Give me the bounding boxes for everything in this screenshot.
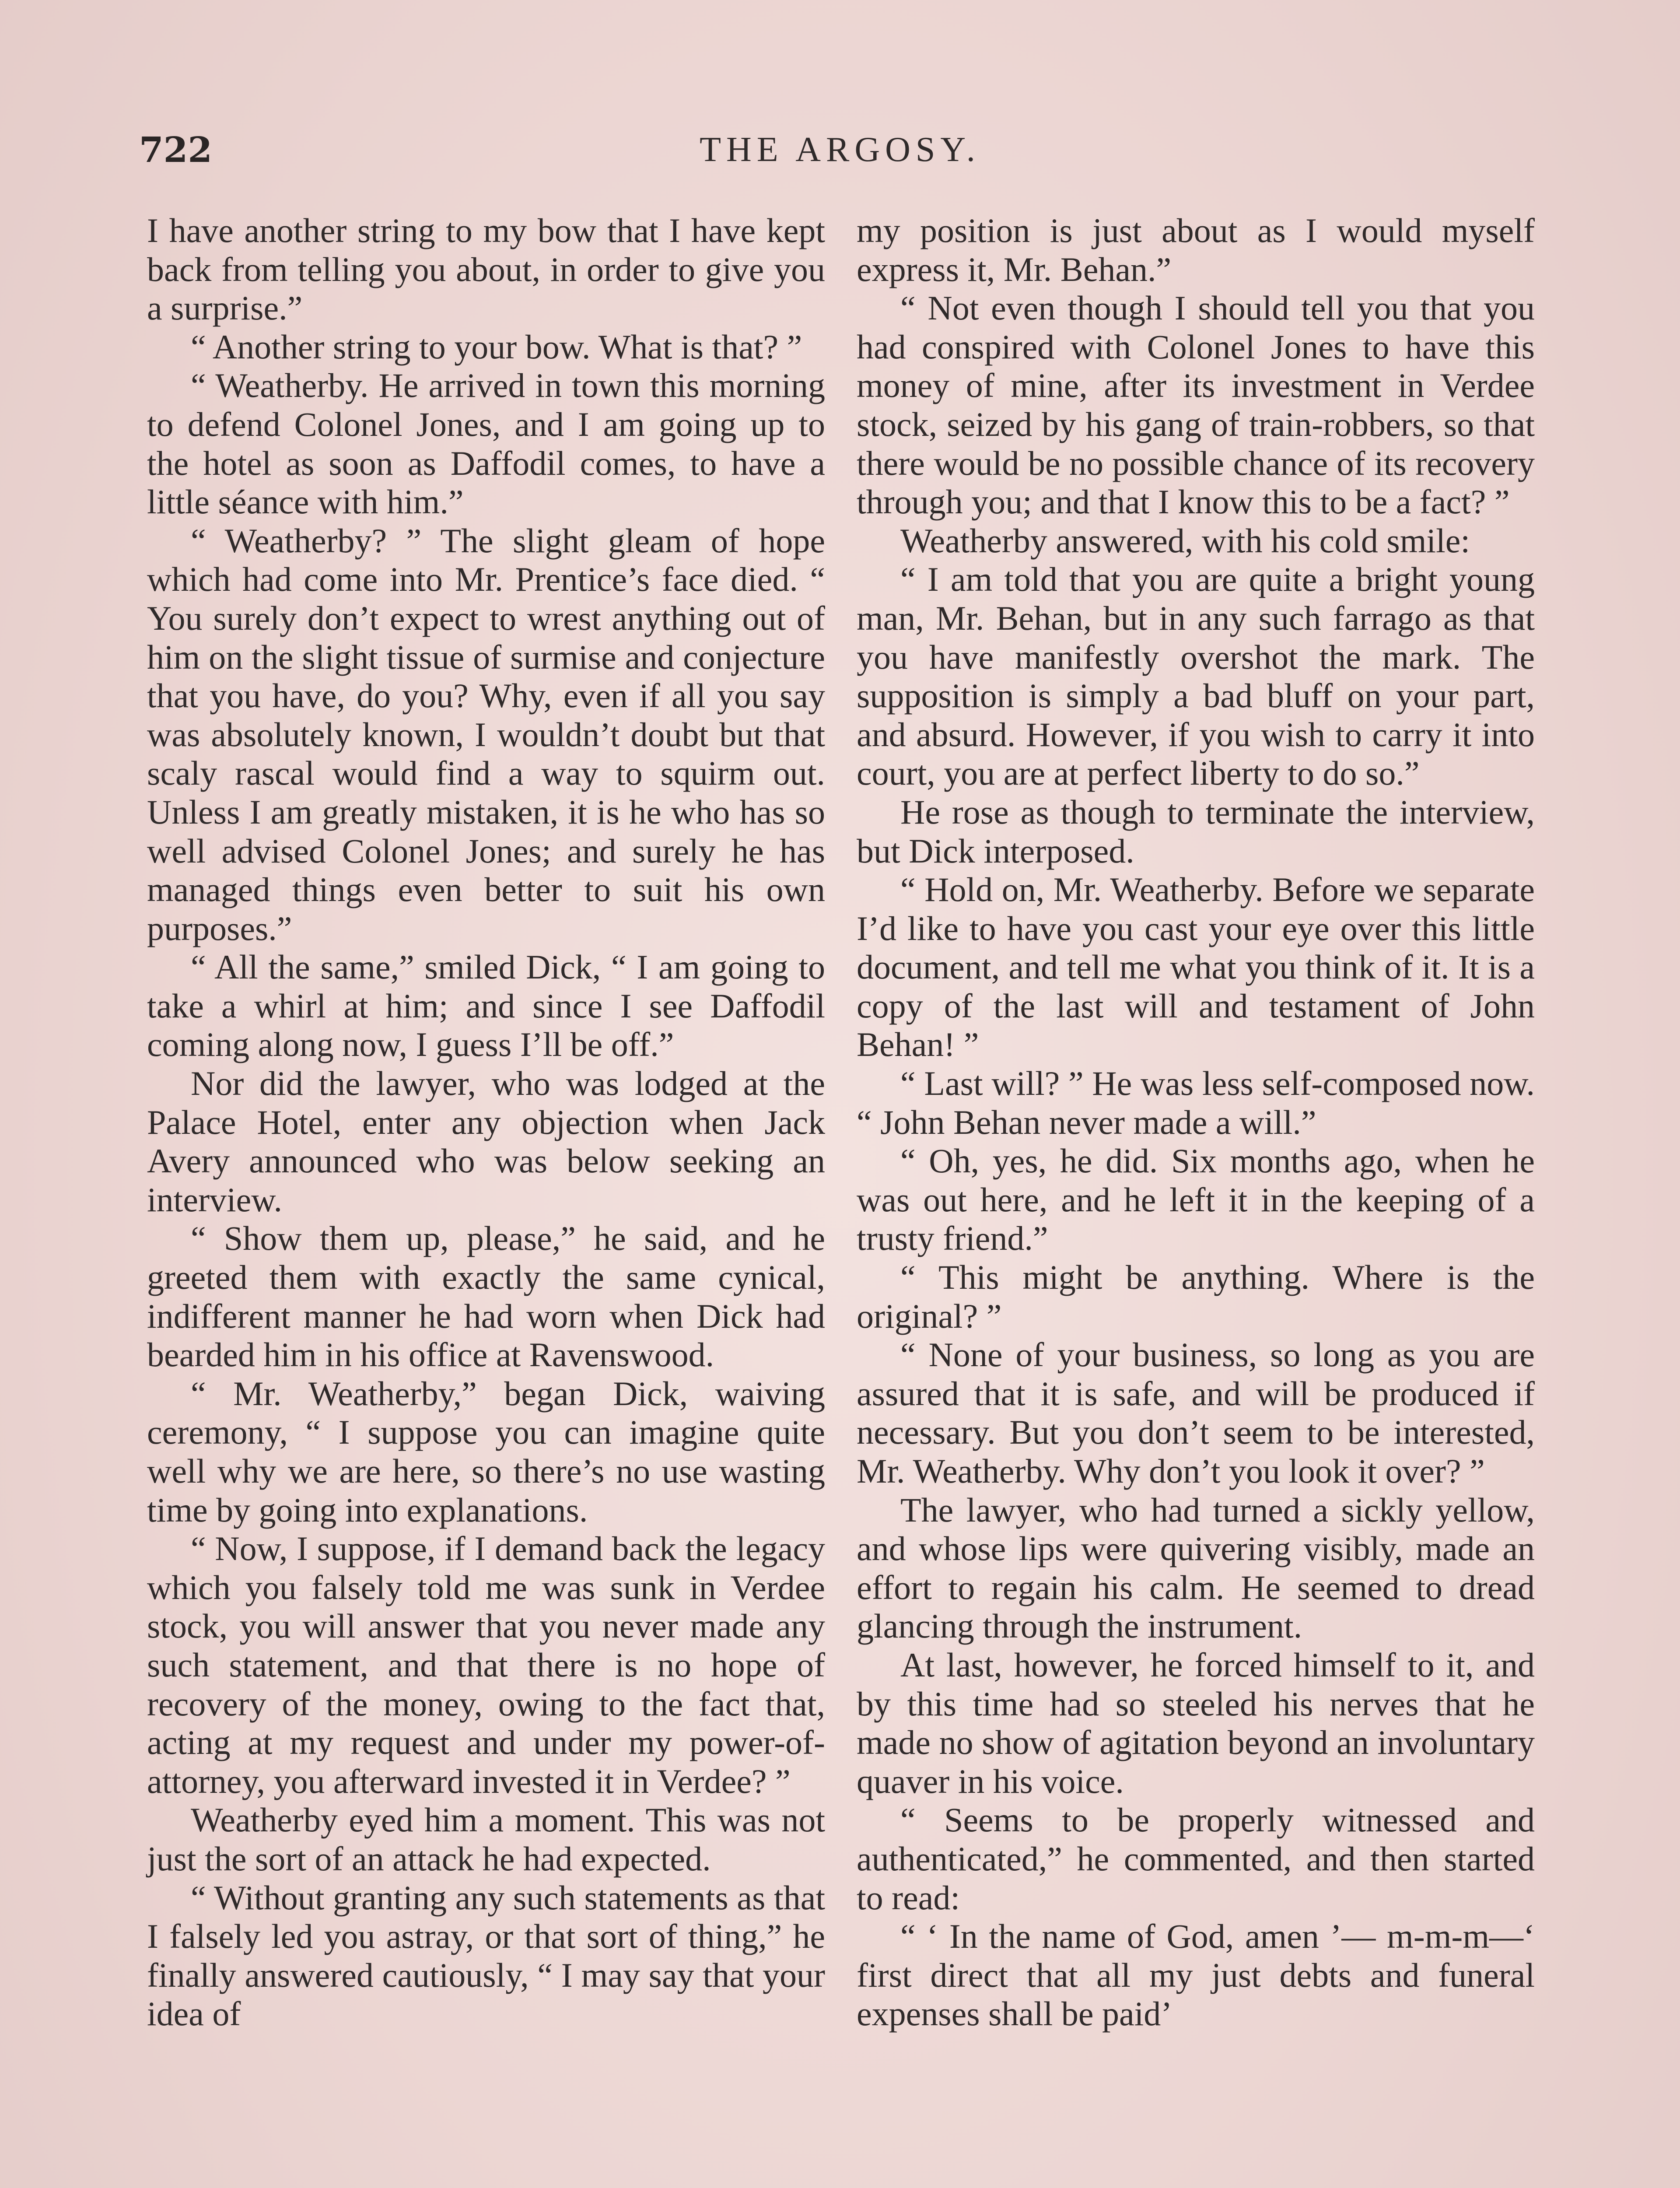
paragraph: “ Show them up, please,” he said, and he greeted them with exactly the same cynical, indifferent manner he had worn when Dick had bearded him in his office at Ravenswood. [147, 1219, 825, 1374]
paragraph: He rose as though to terminate the interview, but Dick interposed. [857, 792, 1535, 870]
paragraph: “ Oh, yes, he did. Six months ago, when he was out here, and he left it in the keeping of a trusty friend.” [857, 1142, 1535, 1258]
page-number: 722 [139, 129, 212, 170]
paragraph: “ Hold on, Mr. Weatherby. Before we separate I’d like to have you cast your eye over this little document, and tell me what you think of it. It is a copy of the last will and testament of John Behan! ” [857, 870, 1535, 1064]
running-head: THE ARGOSY. [700, 130, 980, 169]
paragraph: “ Last will? ” He was less self-composed now. “ John Behan never made a will.” [857, 1064, 1535, 1141]
paragraph: Weatherby answered, with his cold smile: [900, 521, 1470, 560]
left-column [147, 211, 825, 2034]
paragraph: At last, however, he forced himself to it, and by this time had so steeled his nerves that he made no show of agitation beyond an involuntary quaver in his voice. [857, 1645, 1535, 1800]
page-header [139, 128, 1541, 176]
paragraph: “ All the same,” smiled Dick, “ I am going to take a whirl at him; and since I see Daffodil coming along now, I guess I’ll be off.” [147, 948, 825, 1064]
paragraph: I have another string to my bow that I have kept back from telling you about, in order to give you a surprise.” [147, 211, 825, 327]
paragraph: “ Seems to be properly witnessed and authenticated,” he commented, and then started to read: [857, 1801, 1535, 1917]
paragraph: “ Now, I suppose, if I demand back the legacy which you falsely told me was sunk in Verdee stock, you will answer that you never made any such statement, and that there is no hope of recovery of the money, owing to the fact that, acting at my request and under my power-of-attorney, you afterward invested it in Verdee? ” [147, 1529, 825, 1800]
paragraph: “ ‘ In the name of God, amen ’— m-m-m—‘ first direct that all my just debts and funeral expenses shall be paid’ [857, 1917, 1535, 2033]
paragraph: “ Weatherby? ” The slight gleam of hope which had come into Mr. Prentice’s face died. “ You surely don’t expect to wrest anything out of him on the slight tissue of surmise and conjecture that you have, do you? Why, even if all you say was absolutely known, I wouldn’t doubt but that scaly rascal would find a way to squirm out. Unless I am greatly mistaken, it is he who has so well advised Colonel Jones; and surely he has managed things even better to suit his own purposes.” [147, 521, 825, 947]
paragraph: “ Weatherby. He arrived in town this morning to defend Colonel Jones, and I am going up to the hotel as soon as Daffodil comes, to have a little séance with him.” [147, 366, 825, 521]
paragraph: “ Mr. Weatherby,” began Dick, waiving ceremony, “ I suppose you can imagine quite well why we are here, so there’s no use wasting time by going into explanations. [147, 1374, 825, 1529]
paragraph: “ None of your business, so long as you are assured that it is safe, and will be produced if necessary. But you don’t seem to be interested, Mr. Weatherby. Why don’t you look it over? ” [857, 1336, 1535, 1490]
paragraph: “ I am told that you are quite a bright young man, Mr. Behan, but in any such farrago as that you have manifestly overshot the mark. The supposition is simply a bad bluff on your part, and absurd. However, if you wish to carry it into court, you are at perfect liberty to do so.” [857, 560, 1535, 792]
paragraph: Weatherby eyed him a moment. This was not just the sort of an attack he had expected. [147, 1801, 825, 1878]
paragraph: my position is just about as I would myself express it, Mr. Behan.” [857, 211, 1535, 288]
paragraph: Nor did the lawyer, who was lodged at the Palace Hotel, enter any objection when Jack Avery announced who was below seeking an interview. [147, 1064, 825, 1219]
paragraph: “ Without granting any such statements as that I falsely led you astray, or that sort of thing,” he finally answered cautiously, “ I may say that your idea of [147, 1878, 825, 2033]
paragraph: The lawyer, who had turned a sickly yellow, and whose lips were quivering visibly, made an effort to regain his calm. He seemed to dread glancing through the instrument. [857, 1490, 1535, 1645]
right-column [857, 211, 1535, 2034]
paragraph: “ Another string to your bow. What is that? ” [191, 327, 802, 366]
paragraph: “ Not even though I should tell you that you had conspired with Colonel Jones to have this money of mine, after its investment in Verdee stock, seized by his gang of train-robbers, so that there would be no possible chance of its recovery through you; and that I know this to be a fact? ” [857, 289, 1535, 521]
paragraph: “ This might be anything. Where is the original? ” [857, 1258, 1535, 1335]
